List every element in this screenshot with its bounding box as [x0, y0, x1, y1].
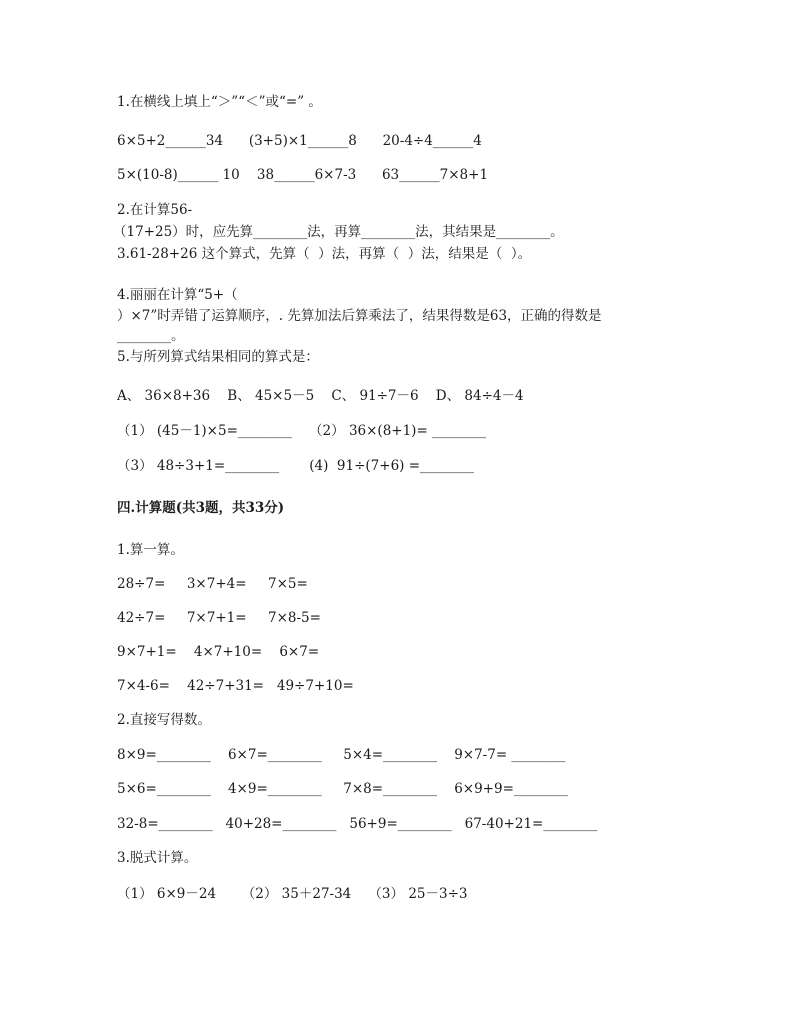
q4-line-2: ）×7”时弄错了运算顺序，. 先算加法后算乘法了，结果得数是63，正确的得数是 [117, 308, 602, 324]
c2-row-2: 5×6=________ 4×9=________ 7×8=________ 6×9+9=________ [117, 781, 568, 797]
q4-line-1: 4.丽丽在计算“5+（ [117, 287, 238, 303]
q2-line-2: （17+25）时，应先算________法，再算________法，其结果是________。 [113, 224, 564, 240]
q3-text: 3.61-28+26 这个算式，先算（ ）法，再算（ ）法，结果是（ ）。 [117, 246, 532, 262]
c1-row-4: 7×4-6= 42÷7+31= 49÷7+10= [117, 678, 354, 694]
c2-row-1: 8×9=________ 6×7=________ 5×4=________ 9×7-7= ________ [117, 747, 566, 763]
c1-row-2: 42÷7= 7×7+1= 7×8-5= [117, 610, 321, 626]
c1-row-1: 28÷7= 3×7+4= 7×5= [117, 576, 308, 592]
q4-line-3: ________。 [117, 328, 185, 344]
c2-row-3: 32-8=________ 40+28=________ 56+9=________ 67-40+21=________ [117, 816, 598, 832]
c3-row: （1） 6×9－24 （2） 35＋27-34 （3） 25－3÷3 [117, 886, 468, 902]
q1-title: 1.在横线上填上“＞”“＜”或“=” 。 [117, 94, 322, 110]
section-4-heading: 四.计算题(共3题，共33分) [117, 500, 285, 516]
c1-title: 1.算一算。 [117, 542, 184, 558]
q5-title: 5.与所列算式结果相同的算式是： [117, 349, 319, 365]
q1-row-2: 5×(10-8)______ 10 38______6×7-3 63______7×8+1 [117, 167, 489, 183]
q2-line-1: 2.在计算56- [117, 202, 193, 218]
q5-row-2: （3） 48÷3+1=________ (4) 91÷(7+6) =________ [117, 458, 475, 474]
q1-row-1: 6×5+2______34 (3+5)×1______8 20-4÷4______4 [117, 133, 482, 149]
c2-title: 2.直接写得数。 [117, 712, 211, 728]
q5-row-1: （1） (45－1)×5=________ （2） 36×(8+1)= ________ [117, 423, 487, 439]
q5-options: A、 36×8+36 B、 45×5－5 C、 91÷7－6 D、 84÷4－4 [117, 388, 524, 404]
c1-row-3: 9×7+1= 4×7+10= 6×7= [117, 644, 320, 660]
c3-title: 3.脱式计算。 [117, 850, 198, 866]
